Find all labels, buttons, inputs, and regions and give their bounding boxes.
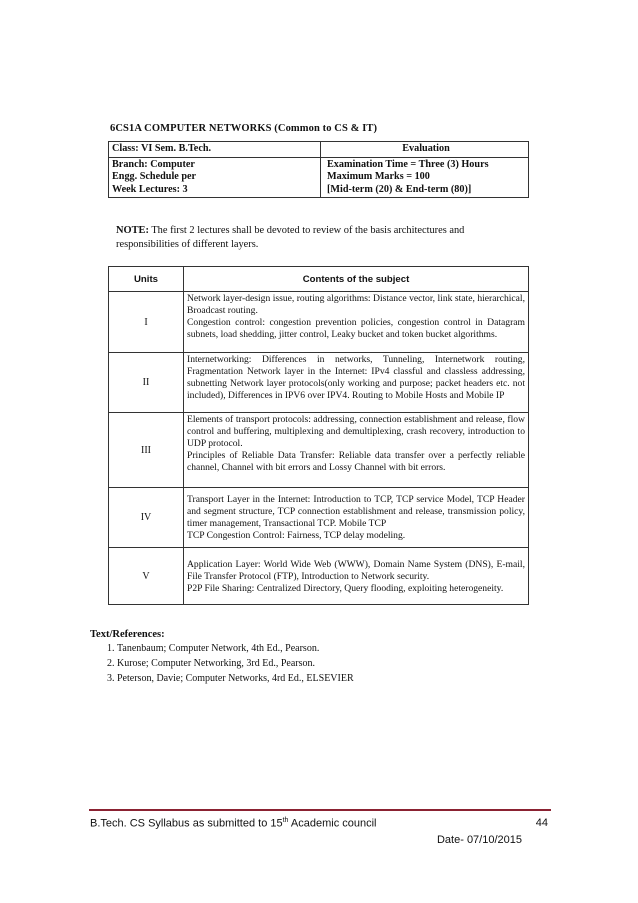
evaluation-label: Evaluation [402, 143, 450, 154]
evaluation-cell [321, 142, 529, 158]
unit-content: Transport Layer in the Internet: Introduction to TCP, TCP service Model, TCP Header and segment structure, TCP connection establishment and release, transmission policy, timer management, Transactional TCP. Mobile TCP TCP Congestion Control: Fairness, TCP delay modeling. [184, 488, 529, 548]
exam-details-cell [321, 157, 529, 198]
course-title: 6CS1A COMPUTER NETWORKS (Common to CS & IT) [110, 123, 378, 134]
branch-details-cell [109, 157, 321, 198]
unit-content: Elements of transport protocols: addressing, connection establishment and release, flow control and buffering, multiplexing and demultiplexing, crash recovery, introduction to UDP protocol. Principles of Reliable Data Transfer: Reliable data transfer over a perfectly reliable channel, Channel with bit errors and Lossy Channel with bit errors. [184, 413, 529, 488]
footer-caption [90, 817, 377, 830]
lectures-label: Week Lectures: 3 [112, 183, 188, 195]
references-list [103, 641, 354, 686]
unit-row-3 [109, 413, 529, 488]
references-heading: Text/References: [90, 629, 165, 640]
unit-row-4 [109, 488, 529, 548]
footer-rule [89, 809, 551, 811]
note-paragraph [116, 224, 516, 251]
course-info-table [108, 141, 529, 198]
footer-text-after: Academic council [288, 817, 377, 830]
exam-time-label: Examination Time = Three (3) Hours [327, 158, 489, 170]
unit-number: IV [109, 488, 184, 548]
schedule-label: Engg. Schedule per [112, 171, 197, 182]
units-table [108, 266, 529, 605]
footer-text-before: B.Tech. CS Syllabus as submitted to 15 [90, 817, 283, 830]
unit-row-1 [109, 292, 529, 353]
footer-superscript: th [282, 817, 289, 824]
branch-label: Branch: Computer [112, 158, 195, 170]
unit-content: Application Layer: World Wide Web (WWW), Domain Name System (DNS), E-mail, File Transfer Protocol (FTP), Introduction to Network security. P2P File Sharing: Centralized Directory, Query flooding, exploiting heterogeneity. [184, 548, 529, 605]
reference-item: 2. Kurose; Computer Networking, 3rd Ed., Pearson. [117, 656, 354, 671]
max-marks-label: Maximum Marks = 100 [327, 171, 430, 182]
page-number: 44 [535, 817, 548, 829]
units-header: Units [109, 267, 184, 292]
unit-number: I [109, 292, 184, 353]
unit-row-5 [109, 548, 529, 605]
unit-number: II [109, 353, 184, 413]
footer-date: Date- 07/10/2015 [436, 834, 522, 846]
unit-number: III [109, 413, 184, 488]
contents-header: Contents of the subject [184, 267, 529, 292]
reference-item: 3. Peterson, Davie; Computer Networks, 4rd Ed., ELSEVIER [117, 671, 354, 686]
unit-content: Internetworking: Differences in networks, Tunneling, Internetwork routing, Fragmentation Network layer in the Internet: IPv4 classful and classless addressing, subnetting Network layer protocols(only working and purpose; packet headers etc. not included), Differences in IPV6 over IPV4. Routing to Mobile Hosts and Mobile IP [184, 353, 529, 413]
unit-row-2 [109, 353, 529, 413]
note-label: NOTE: [116, 225, 149, 236]
marks-split-label: [Mid-term (20) & End-term (80)] [327, 183, 472, 195]
reference-item: 1. Tanenbaum; Computer Network, 4th Ed., Pearson. [117, 641, 354, 656]
note-text: The first 2 lectures shall be devoted to review of the basis architectures and responsibilities of different layers. [116, 225, 465, 250]
class-cell: Class: VI Sem. B.Tech. [109, 142, 321, 158]
unit-number: V [109, 548, 184, 605]
unit-content: Network layer-design issue, routing algorithms: Distance vector, link state, hierarchical, Broadcast routing. Congestion control: congestion prevention policies, congestion control in Datagram subnets, load shedding, jitter control, Leaky bucket and token bucket algorithms. [184, 292, 529, 353]
